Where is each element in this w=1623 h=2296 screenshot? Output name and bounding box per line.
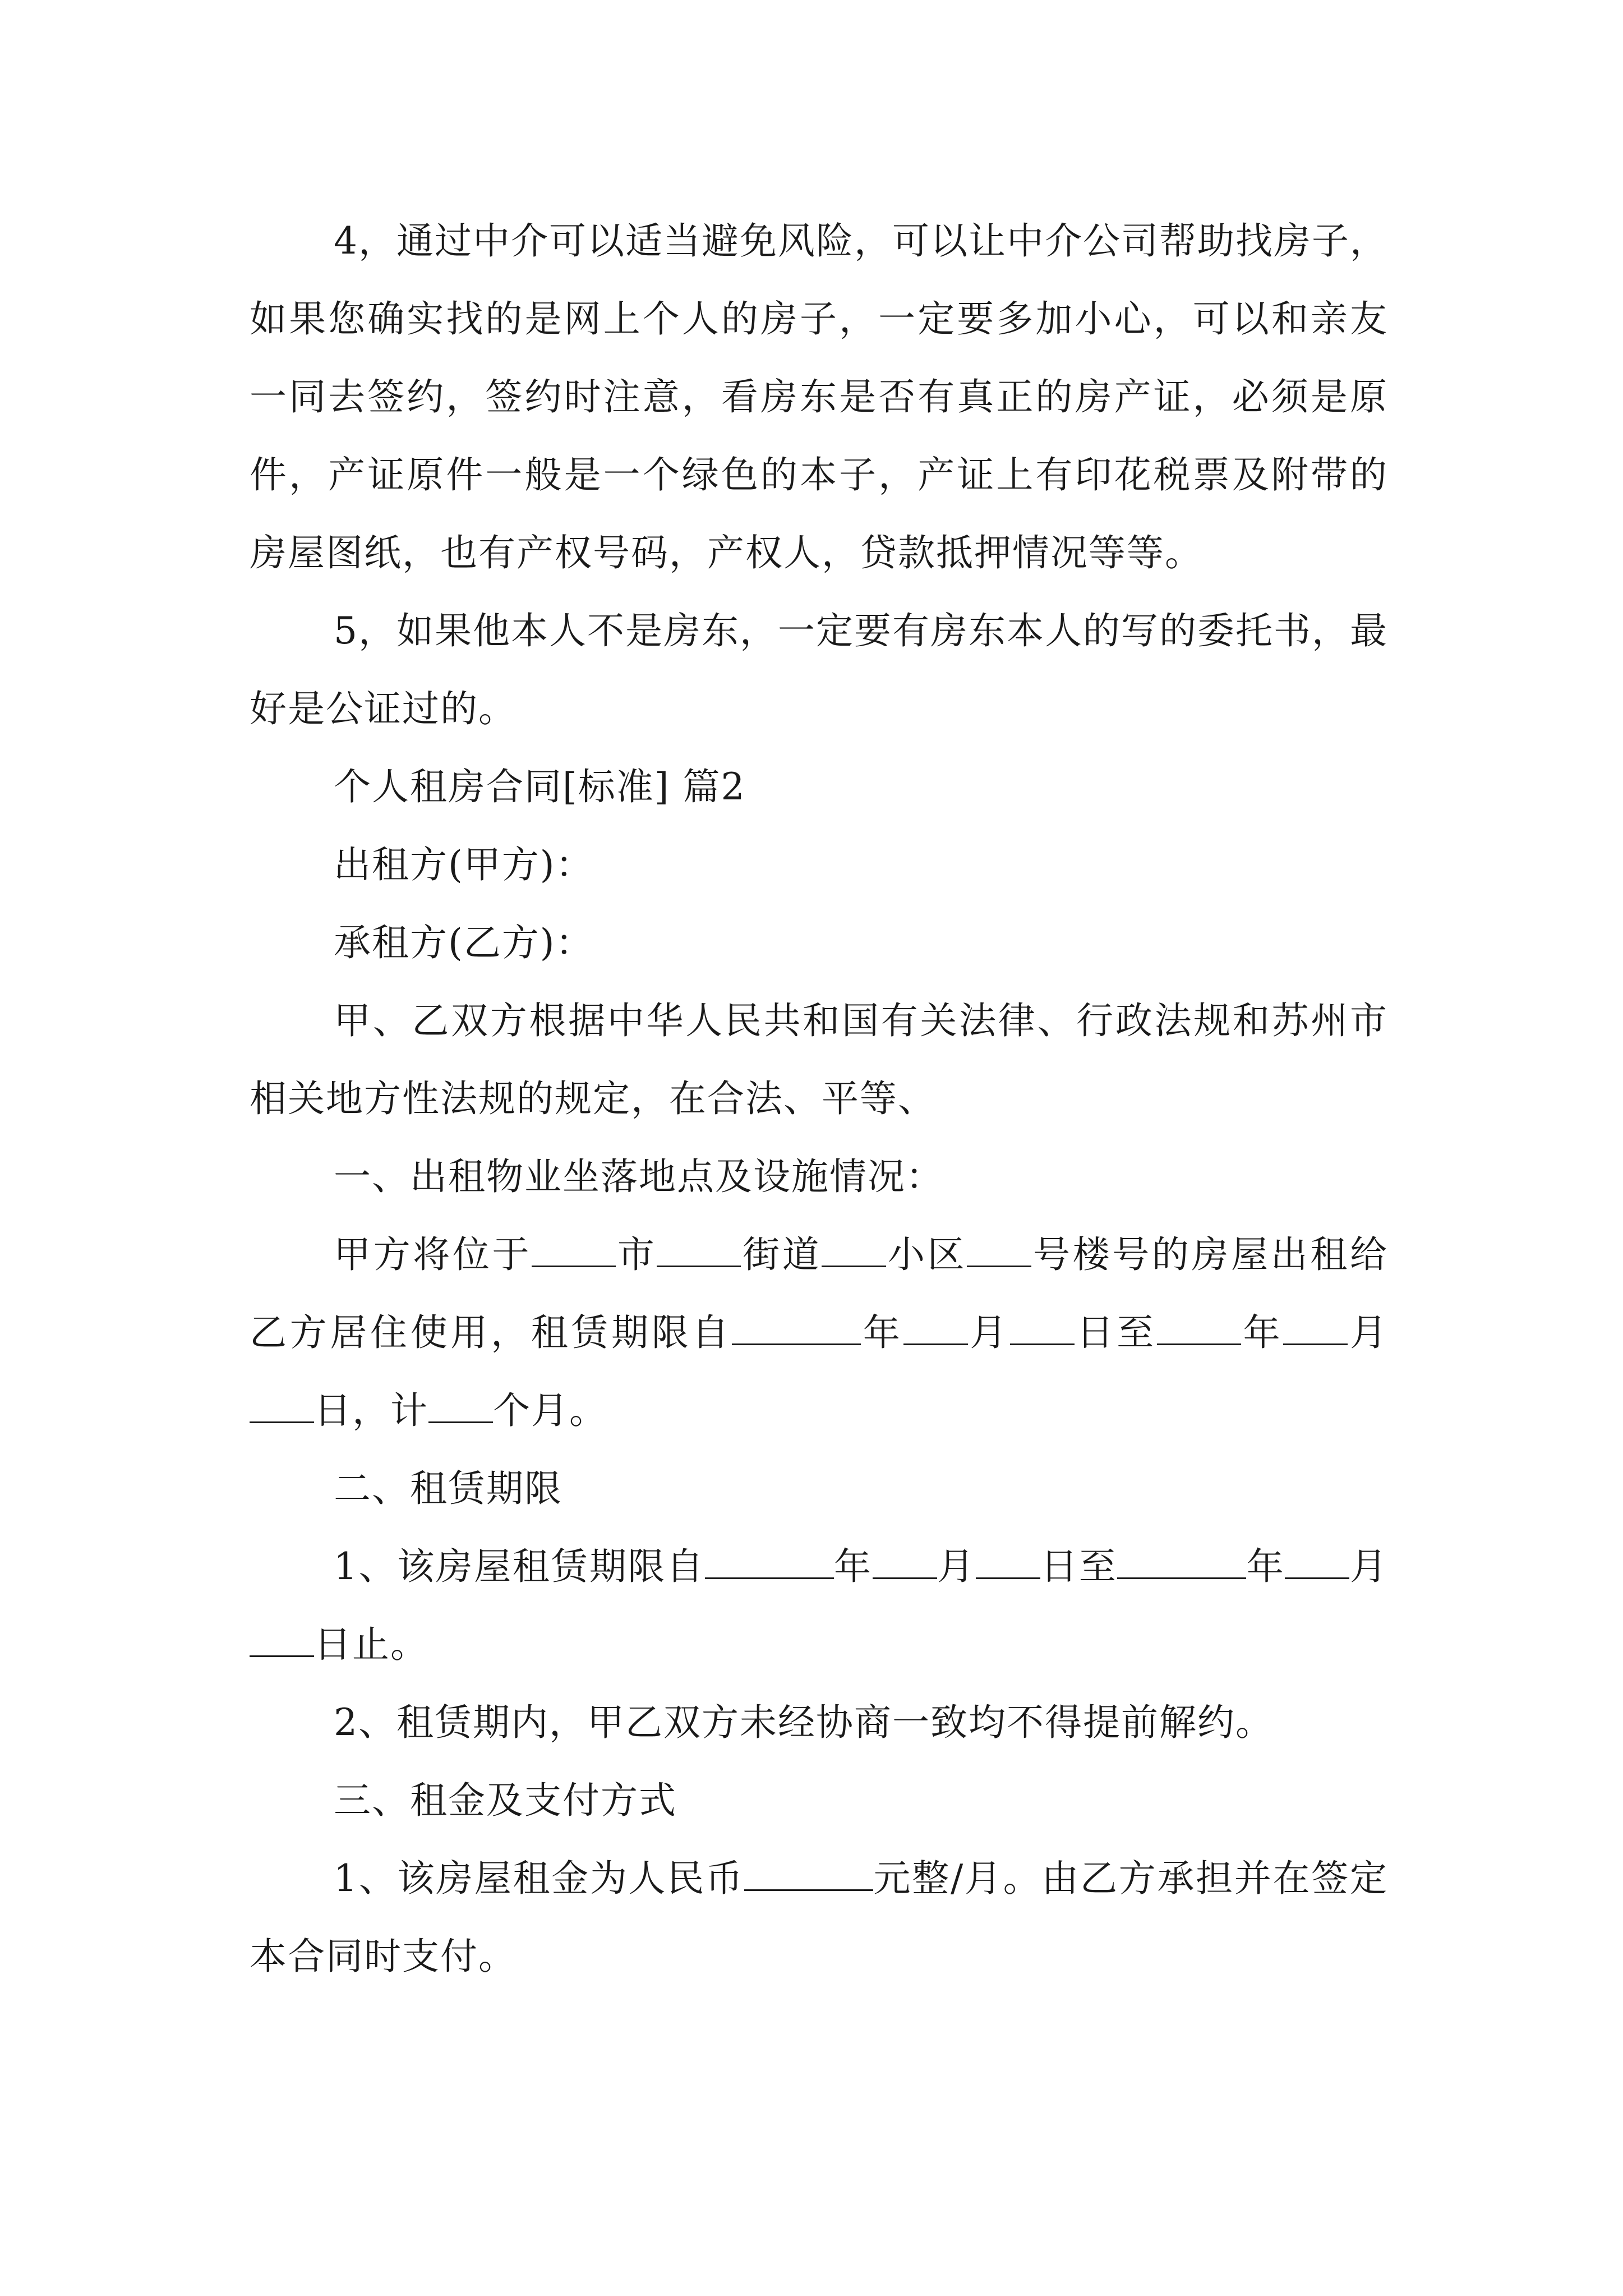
paragraph-tip-4: 4，通过中介可以适当避免风险，可以让中介公司帮助找房子，如果您确实找的是网上个人的房子，一定要多加小心，可以和亲友一同去签约，签约时注意，看房东是否有真正的房产证，必须是原件，产证原件一般是一个绿色的本子，产证上有印花税票及附带的房屋图纸，也有产权号码，产权人，贷款抵押情况等等。	[250, 219, 1388, 574]
section-1-heading: 一、出租物业坐落地点及设施情况：	[334, 1155, 944, 1198]
blank-start-year	[732, 1310, 861, 1345]
contract-intro: 甲、乙双方根据中华人民共和国有关法律、行政法规和苏州市相关地方性法规的规定，在合法、平等、	[250, 999, 1388, 1120]
blank-term-end-year	[1117, 1544, 1246, 1579]
document-body	[250, 202, 1388, 1995]
blank-street	[657, 1232, 741, 1267]
blank-end-month	[1283, 1310, 1348, 1345]
blank-end-year	[1157, 1310, 1241, 1345]
section-3-heading: 三、租金及支付方式	[334, 1779, 677, 1822]
blank-term-end-month	[1285, 1544, 1349, 1579]
section-1-body: 甲方将位于 市 街道 小区 号楼号的房屋出租给乙方居住使用，租赁期限自 年 月 日至 年 月日，计 个月。	[250, 1233, 1389, 1432]
contract-title: 个人租房合同[标准] 篇2	[334, 765, 746, 808]
paragraph-tip-5: 5，如果他本人不是房东，一定要有房东本人的写的委托书，最好是公证过的。	[250, 609, 1388, 730]
blank-term-start-year	[705, 1544, 834, 1579]
section-2-item-2: 2、租赁期内，甲乙双方未经协商一致均不得提前解约。	[334, 1701, 1274, 1744]
blank-rent-amount	[744, 1856, 873, 1891]
section-2-item-1: 1、该房屋租赁期限自 年 月 日至 年 月日止。	[250, 1527, 1388, 1683]
section-2-heading: 二、租赁期限	[334, 1467, 562, 1510]
blank-end-day	[250, 1388, 314, 1423]
blank-start-month	[903, 1310, 968, 1345]
lessor-line: 出租方(甲方)：	[334, 843, 594, 886]
blank-term-start-day	[976, 1544, 1040, 1579]
blank-months	[428, 1388, 493, 1423]
blank-building	[967, 1232, 1031, 1267]
blank-term-start-month	[873, 1544, 937, 1579]
lessee-line: 承租方(乙方)：	[334, 921, 594, 964]
blank-start-day	[1010, 1310, 1075, 1345]
blank-city	[532, 1232, 616, 1267]
section-3-item-1: 1、该房屋租金为人民币 元整/月。由乙方承担并在签定本合同时支付。	[250, 1857, 1388, 1978]
blank-term-end-day	[250, 1622, 314, 1657]
blank-community	[822, 1232, 886, 1267]
